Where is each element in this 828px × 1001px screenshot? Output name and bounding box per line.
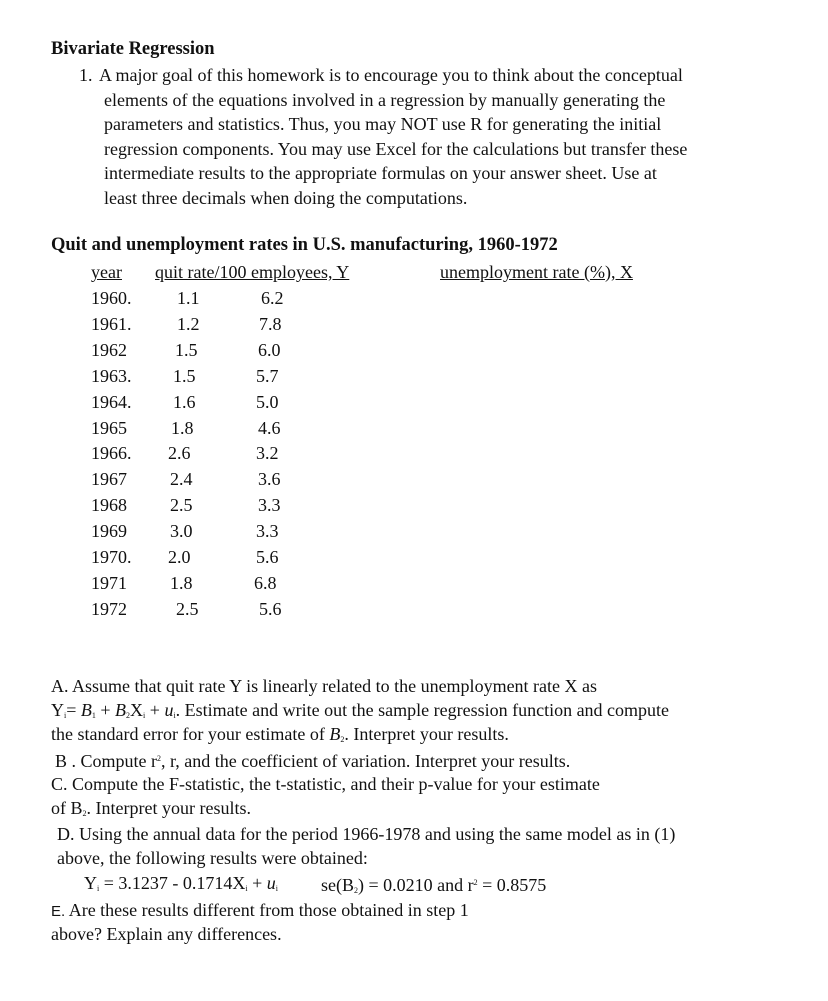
item1-line: least three decimals when doing the computations. [104,188,468,208]
equation-y: $Y_i= B_1 + B_2X_i + u_i$ [51,700,176,720]
row-quit-rate: 2.5 [170,495,193,515]
row-quit-rate: 2.5 [176,599,199,619]
row-quit-rate: 2.6 [168,443,191,463]
row-year: 1972 [91,599,127,619]
row-quit-rate: 1.8 [171,418,194,438]
question-e [51,898,469,925]
question-d-line1: D. Using the annual data for the period 1966-1978 and using the same model as in (1) [57,824,676,844]
row-unemployment-rate: 3.6 [258,469,281,489]
row-unemployment-rate: 6.0 [258,340,281,360]
item1-line: regression components. You may use Excel for the calculations but transfer these [104,138,688,159]
row-quit-rate: 1.5 [173,366,196,386]
row-year: 1970. [91,547,132,567]
result-equation-mid: = 3.1237 - 0.1714X [99,873,246,893]
row-year: 1967 [91,469,127,489]
row-unemployment-rate: 3.2 [256,443,279,463]
question-b: B . Compute $r^2$, r, and the coefficient of variation. Interpret your results. [55,751,571,771]
header-unemployment-rate: unemployment rate (%), X [440,262,633,282]
item1-line: parameters and statistics. Thus, you may NOT use R for generating the initial [104,114,662,135]
row-quit-rate: 1.6 [173,392,196,412]
row-unemployment-rate: 5.7 [256,366,279,386]
result-se-mid: ) = 0.0210 and r [358,875,474,895]
question-d-line2 [57,846,368,871]
row-year: 1964. [91,392,132,412]
question-e-label: E. [51,903,66,920]
header-year: year [91,262,122,282]
row-year: 1962 [91,340,127,360]
question-c-line2-pre: of B [51,798,83,818]
item-number: 1. [79,65,93,85]
row-unemployment-rate: 7.8 [259,314,282,334]
row-quit-rate: 1.2 [177,314,200,334]
row-year: 1966. [91,443,132,463]
result-se: se(B [321,875,354,895]
row-quit-rate: 1.5 [175,340,198,360]
row-unemployment-rate: 6.8 [254,573,277,593]
question-a-line3: the standard error for your estimate of $B_2$. Interpret your results. [51,724,509,744]
item1-line: elements of the equations involved in a regression by manually generating the [104,89,666,110]
question-d-line2-text: above, the following results were obtained: [57,848,368,868]
question-b-pre: B . Compute r [55,751,157,771]
question-c-line2: of $B_2$. Interpret your results. [51,798,251,818]
question-c-line2-post: . Interpret your results. [86,798,251,818]
question-d [57,822,675,847]
item1-line: intermediate results to the appropriate formulas on your answer sheet. Use at [104,163,657,184]
row-unemployment-rate: 5.6 [259,599,282,619]
header-quit-rate: quit rate/100 employees, Y [155,262,350,282]
question-a-line3-pre: the standard error for your estimate of [51,724,330,744]
question-e-line2 [51,922,282,947]
row-quit-rate: 2.0 [168,547,191,567]
row-unemployment-rate: 4.6 [258,418,281,438]
row-quit-rate: 2.4 [170,469,193,489]
result-r2: = 0.8575 [477,875,547,895]
section-title: Bivariate Regression [51,39,215,59]
row-unemployment-rate: 5.0 [256,392,279,412]
row-year: 1971 [91,573,127,593]
row-year: 1965 [91,418,127,438]
row-unemployment-rate: 5.6 [256,547,279,567]
row-unemployment-rate: 6.2 [261,288,284,308]
question-c-line1: C. Compute the F-statistic, the t-statistic, and their p-value for your estimate [51,774,600,794]
question-a [51,674,597,699]
question-e-line1: Are these results different from those obtained in step 1 [65,900,469,920]
question-c [51,772,600,797]
question-b-post: , r, and the coefficient of variation. Interpret your results. [161,751,571,771]
item1-line: A major goal of this homework is to encourage you to think about the conceptual [99,65,683,85]
row-year: 1969 [91,521,127,541]
row-year: 1968 [91,495,127,515]
question-e-line2-text: above? Explain any differences. [51,924,282,944]
row-quit-rate: 1.8 [170,573,193,593]
result-equation: $Y_i = 3.1237 - 0.1714X_i + u_i$ [84,873,279,893]
row-unemployment-rate: 3.3 [256,521,279,541]
row-year: 1960. [91,288,132,308]
row-unemployment-rate: 3.3 [258,495,281,515]
row-year: 1963. [91,366,132,386]
question-a-line2-text: . Estimate and write out the sample regression function and compute [175,700,670,720]
row-quit-rate: 1.1 [177,288,200,308]
question-a-line1: A. Assume that quit rate Y is linearly related to the unemployment rate X as [51,676,598,696]
row-year: 1961. [91,314,132,334]
question-a-line3-post: . Interpret your results. [344,724,509,744]
row-quit-rate: 3.0 [170,521,193,541]
result-stats: $se(B_2) = 0.0210$ and $r^2 = 0.8575$ [321,875,547,895]
table-title: Quit and unemployment rates in U.S. manufacturing, 1960-1972 [51,235,558,255]
